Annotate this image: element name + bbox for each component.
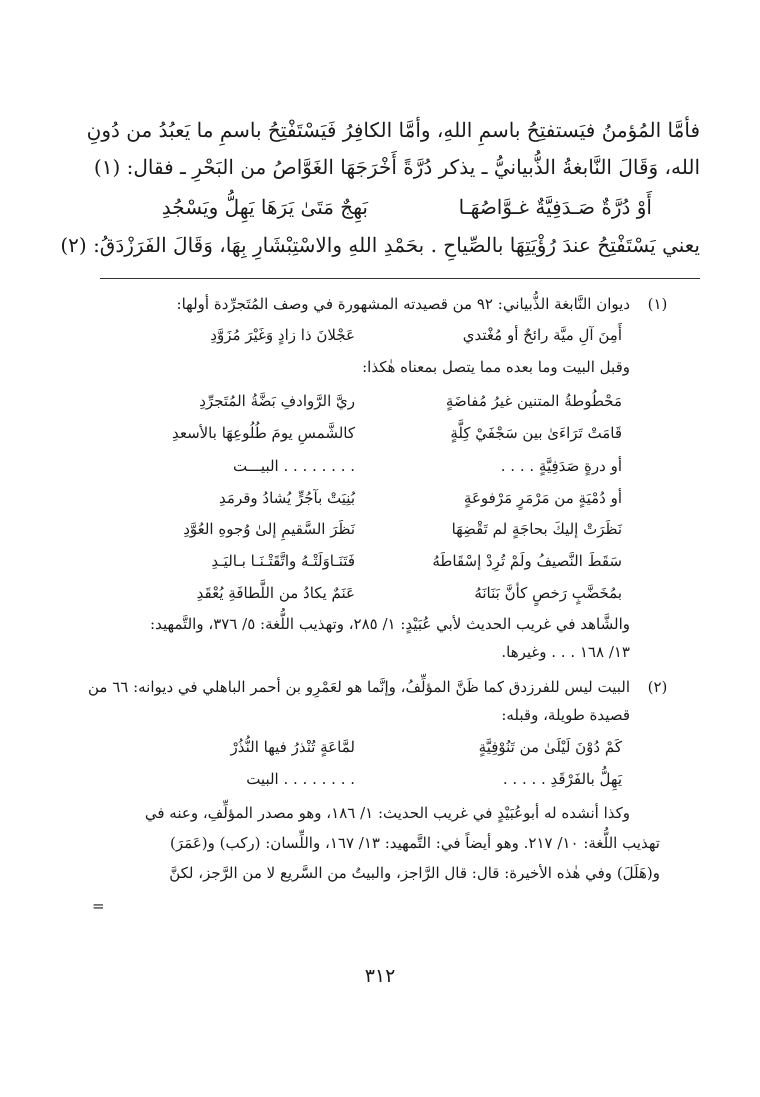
footnote-1-verse-4-first: أو دُمْيَةٍ من مَرْمَرٍ مَرْفوعَةٍ	[463, 489, 622, 507]
footnote-1-verse-7-first: بمُخَضَّبٍ رَخصٍ كأنَّ بَنَانَهُ	[474, 584, 622, 602]
footnote-2-verse-1-first: كَمْ دُوْنَ لَيْلَىٰ من تَنُوْفِيَّةٍ	[478, 738, 622, 756]
footnote-1-opening-verse-second: عَجْلانَ ذا زادٍ وَغَيْرَ مُزَوَّدِ	[210, 326, 355, 344]
footnote-2-verse-2-second: . . . . . . . . البيت	[246, 770, 355, 788]
footnote-1-transition: وقبل البيت وما بعده مما يتصل بمعناه هٰكذا:	[362, 358, 630, 376]
footnote-1-opening-verse-first: أَمِنَ آلِ ميَّة رائحٌ أو مُغْتدي	[462, 326, 622, 344]
footnote-1-intro: ديوان النَّابغة الذُّبياني: ٩٢ من قصيدته المشهورة في وصف المُتَجرِّدة أولها:	[176, 295, 630, 313]
footnote-2-closing-line-2: تهذيب اللُّغة: ١٠/ ٢١٧. وهو أيضاً في: التَّمهيد: ١٣/ ١٦٧، واللِّسان: (ركب) و(عَمَرَ)	[170, 834, 660, 852]
footnote-1-verse-1-second: ريَّ الرَّوادفِ بَضَّةُ المُتَجرِّدِ	[199, 392, 355, 410]
main-text-line-3: يعني يَسْتَفْتِحُ عندَ رُؤْيَتِهَا بالصِّياحِ . بحَمْدِ اللهِ والاسْتِبْشَارِ بِهَا، وَقَالَ الفَرَزْدَقُ: (٢)	[60, 233, 700, 257]
footnote-2-closing-line-3: و(هَلَلَ) وفي هٰذه الأخيرة: قال: قال الرَّاجز، والبيتُ من السَّريع لا من الرَّجز، لكنَّ	[169, 864, 660, 882]
footnote-2-verse-2-first: يَهِلُّ بالفَرْقَدِ . . . . .	[502, 770, 622, 788]
main-text-line-2: الله، وَقَالَ النَّابغةُ الذُّبيانيُّ ـ يذكر دُرَّةً أَخْرَجَهَا الغَوَّاصُ من البَحْرِ ـ فقال: (١)	[93, 155, 700, 179]
page-number: ٣١٢	[364, 965, 396, 987]
footnote-1-marker: (١)	[647, 295, 668, 313]
main-text-line-1: فأمَّا المُؤمنُ فيَستفتِحُ باسمِ اللهِ، وأمَّا الكافِرُ فَيَسْتَفْتِحُ باسمِ ما يَعبُدُ من دُونِ	[86, 118, 700, 142]
footnote-1-verse-5-first: نَظَرَتْ إليكَ بحاجَةٍ لم تَقْضِهَا	[451, 520, 622, 538]
footnote-1-closing-line-2: ١٣/ ١٦٨ . . . وغيرها.	[501, 643, 630, 661]
footnote-1-verse-4-second: بُنِيَتْ بآجُرٍّ يُشادُ وقرمَدِ	[219, 489, 355, 507]
footnote-2-closing-line-1: وكذا أنشده له أبوعُبَيْدٍ في غريب الحديث: ١/ ١٨٦، وهو مصدر المؤلِّفِ، وعنه في	[144, 804, 630, 822]
footnote-1-verse-2-first: قَامَتْ تَرَاءَىٰ بين سَجْفَيْ كِلَّةٍ	[450, 424, 622, 442]
footnote-1-verse-6-first: سَقَطَ النَّصيفُ ولَمْ تُرِدْ إسْقَاطَهُ	[432, 552, 622, 570]
footnote-1-verse-6-second: فَتَنَـاوَلَتْـهُ واتَّقَتْـنَـا بـاليَـدِ	[211, 552, 355, 570]
footnote-2-verse-1-second: لمَّاعَةٍ تُنْذرُ فيها النُّذُرْ	[230, 738, 355, 756]
footnote-1-closing-line-1: والشَّاهد في غريب الحديث لأبي عُبَيْدٍ: ١/ ٢٨٥، وتهذيب اللُّغة: ٥/ ٣٧٦، والتَّمهيد:	[150, 615, 630, 633]
main-verse-first-hemistich: أَوْ دُرَّةٌ صَـدَفِيَّةٌ غـوَّاصُهَـا	[458, 195, 652, 219]
footnote-1-verse-5-second: نَظَرَ السَّقيمِ إلىٰ وُجوهِ العُوَّدِ	[183, 520, 355, 538]
continuation-mark: =	[92, 897, 105, 915]
footnote-1-verse-2-second: كالشَّمسِ يومَ طُلُوعِهَا بالأسعدِ	[171, 424, 355, 442]
main-verse-second-hemistich: بَهِجٌ مَتَىٰ يَرَهَا يَهِلُّ ويَسْجُدِ	[161, 195, 368, 219]
footnote-2-marker: (٢)	[647, 678, 668, 696]
footnote-2-intro-line-1: البيت ليس للفرزدق كما ظَنَّ المؤلِّفُ، وإنَّما هو لعَمْرِو بن أحمر الباهلي في ديوانه: ٦٦ من	[87, 678, 630, 696]
footnote-1-verse-3-second: . . . . . . . . البيـــت	[233, 457, 355, 475]
footnote-1-verse-7-second: عَنَمٌ يكادُ من اللَّطافَةِ يُعْقَدِ	[196, 584, 355, 602]
footnote-2-intro-line-2: قصيدة طويلة، وقبله:	[501, 706, 630, 724]
footnote-1-verse-1-first: مَحْطُوطةُ المتنين غيرُ مُفاضَةٍ	[445, 392, 622, 410]
footnote-1-verse-3-first: أو درةٍ صَدَفِيَّةٍ . . . .	[500, 457, 622, 475]
footnote-separator	[100, 278, 700, 279]
